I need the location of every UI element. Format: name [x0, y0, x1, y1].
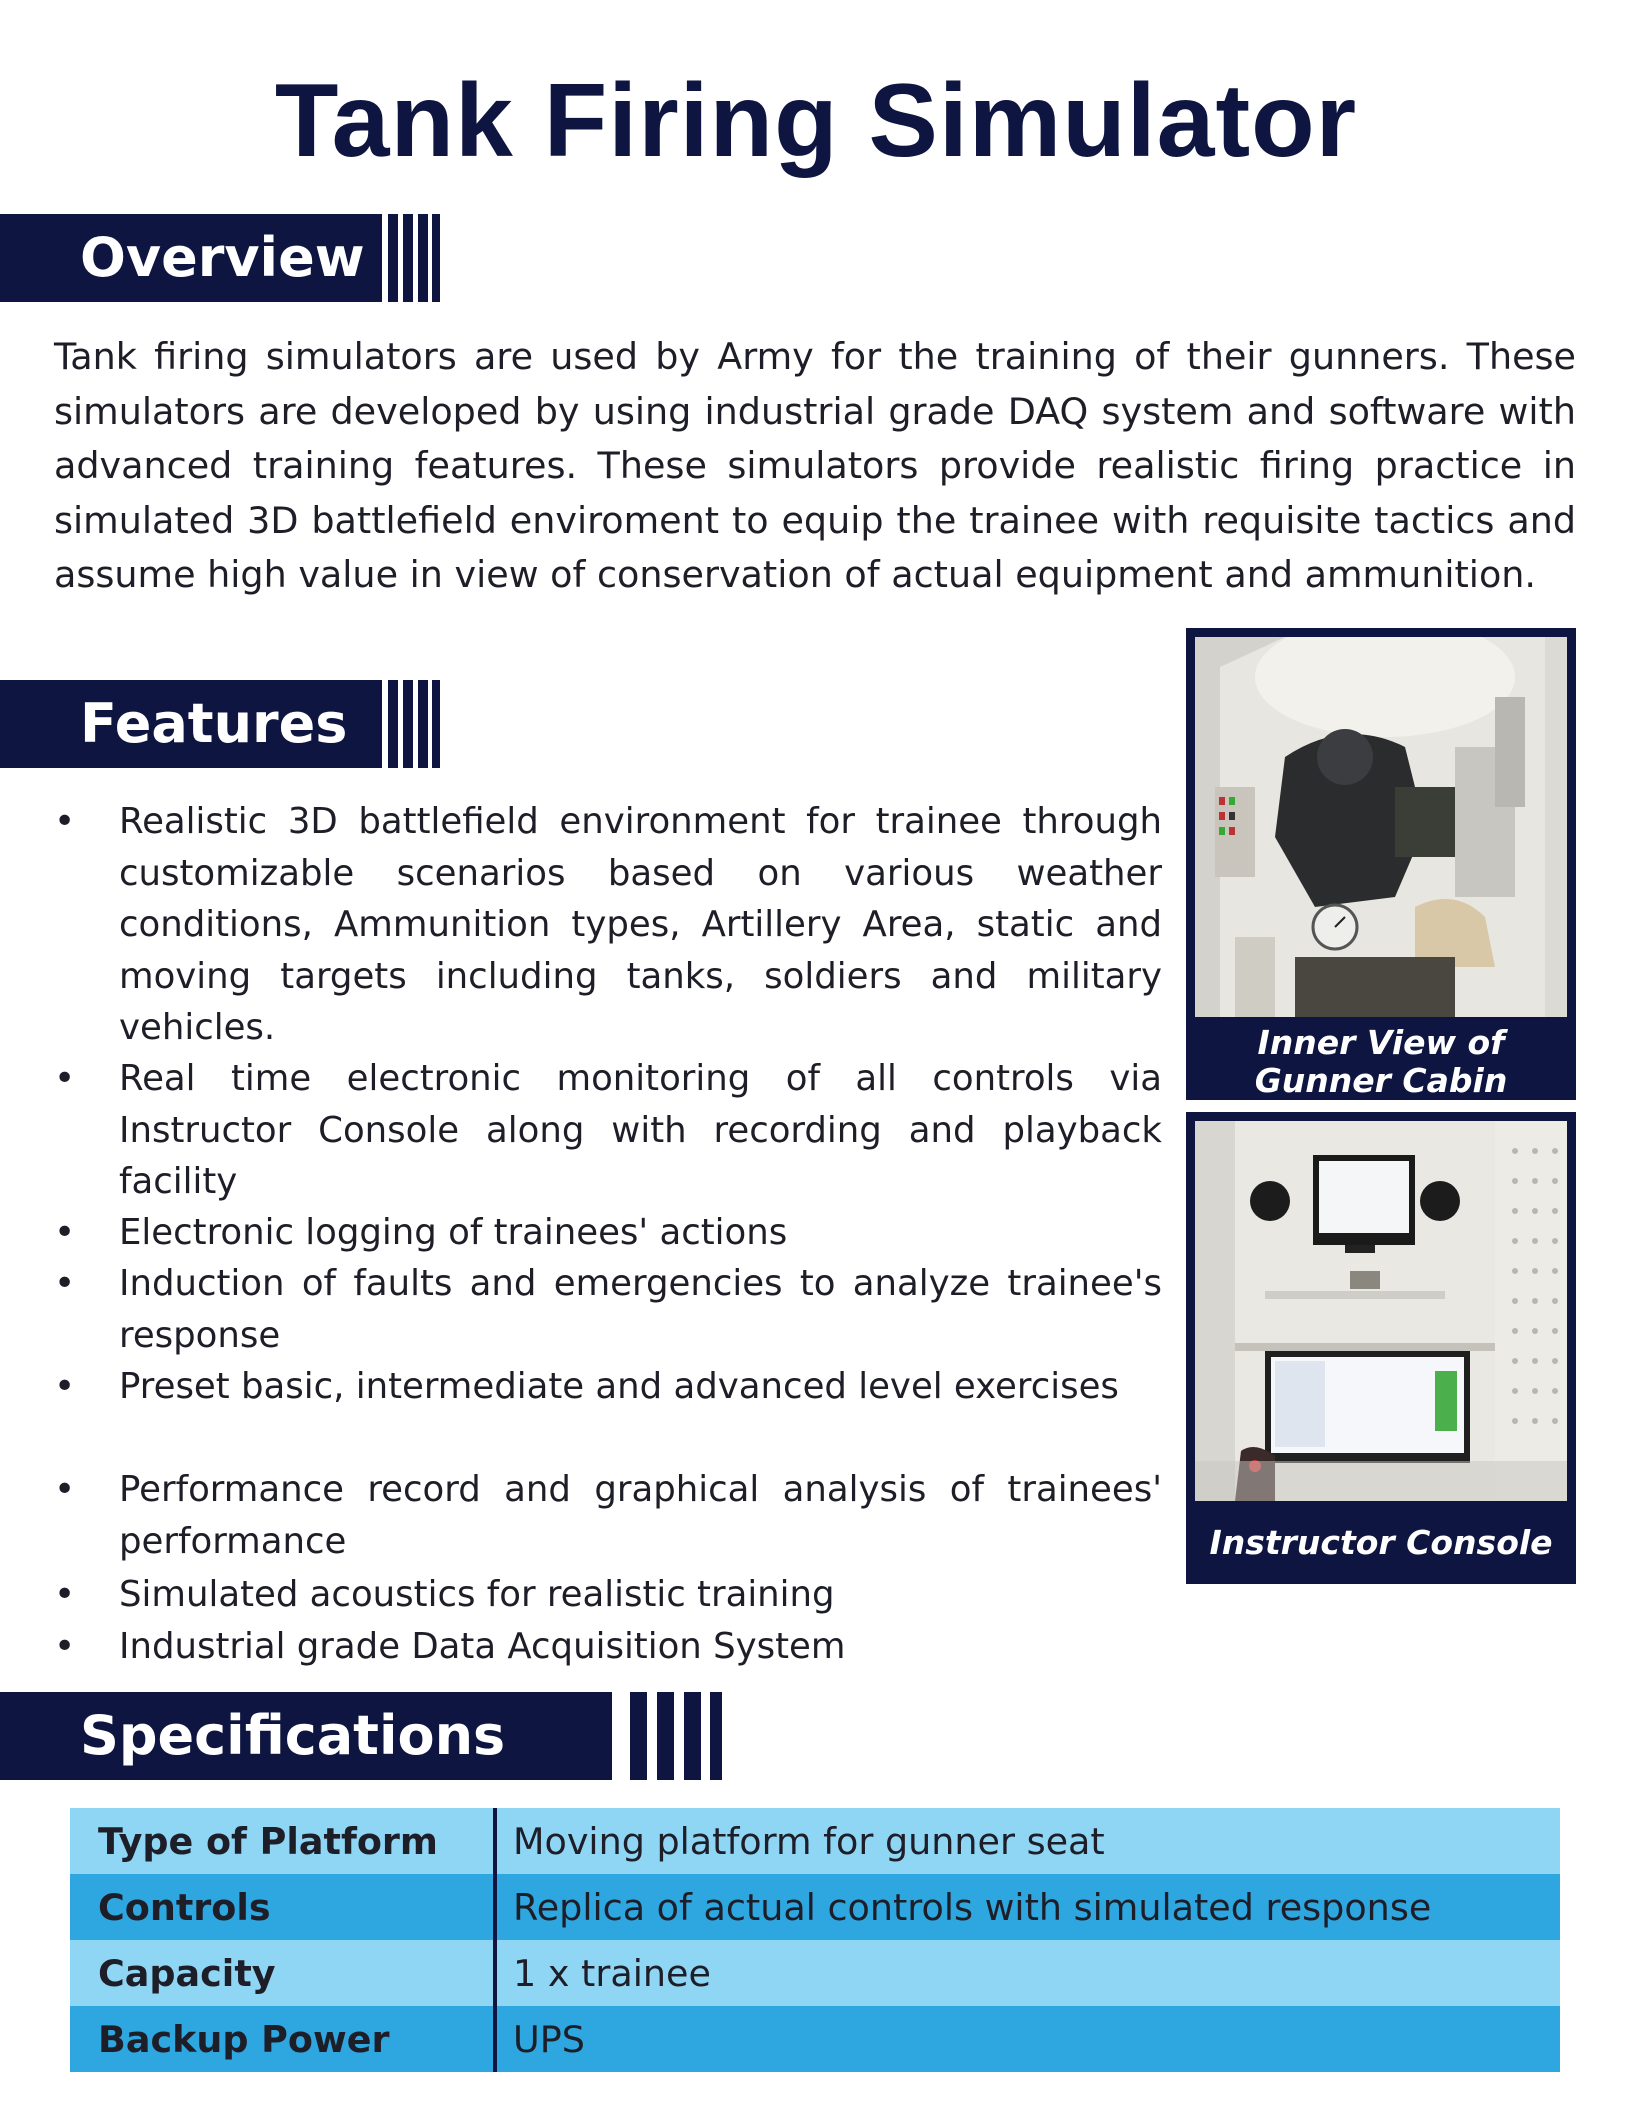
page-title: Tank Firing Simulator — [274, 63, 1358, 179]
overview-heading: Overview — [80, 226, 365, 289]
bullet-icon: • — [54, 801, 76, 842]
spec-key: Backup Power — [70, 2006, 495, 2072]
spec-value: Replica of actual controls with simulated response — [495, 1874, 1560, 1940]
feature-text: Performance record and graphical analysis of trainees' performance — [119, 1469, 1162, 1562]
instructor-console-figure — [1186, 1112, 1576, 1584]
table-row — [70, 1874, 1560, 1940]
features-heading: Features — [80, 692, 348, 755]
bullet-icon: • — [54, 1058, 76, 1099]
instructor-console-caption: Instructor Console — [1209, 1523, 1553, 1562]
feature-text: Induction of faults and emergencies to analyze trainee's response — [119, 1263, 1162, 1356]
overview-header — [0, 214, 440, 302]
feature-text: Industrial grade Data Acquisition System — [119, 1626, 846, 1667]
bullet-icon: • — [54, 1574, 76, 1615]
table-row — [70, 1940, 1560, 2006]
feature-text: Electronic logging of trainees' actions — [119, 1212, 788, 1253]
overview-paragraph: Tank firing simulators are used by Army for the training of their gunners. These simulators are developed by using industrial grade DAQ system and software with advanced training features. These simulators provide realistic firing practice in simulated 3D battlefield enviroment to equip the trainee with requisite tactics and assume high value in view of conservation of actual equipment and ammunition. — [54, 335, 1576, 596]
specifications-heading: Specifications — [80, 1704, 506, 1767]
gunner-cabin-caption-line1: Inner View of — [1257, 1023, 1505, 1062]
bullet-icon: • — [54, 1263, 76, 1304]
spec-key: Capacity — [70, 1940, 495, 2006]
gunner-cabin-photo — [1195, 637, 1567, 1017]
feature-text: Realistic 3D battlefield environment for trainee through customizable scenarios based on various weather conditions, Ammunition types, Artillery Area, static and moving targets including tanks, soldiers and military vehicles. — [119, 801, 1162, 1048]
list-item — [54, 1621, 1162, 1673]
gunner-cabin-caption-line2: Gunner Cabin — [1254, 1061, 1508, 1100]
list-item — [54, 1361, 1162, 1464]
features-header — [0, 680, 440, 768]
list-item — [54, 1258, 1162, 1361]
instructor-console-photo — [1195, 1121, 1567, 1501]
list-item — [54, 1053, 1162, 1207]
feature-text: Real time electronic monitoring of all controls via Instructor Console along with recording and playback facility — [119, 1058, 1162, 1202]
gunner-cabin-figure — [1186, 628, 1576, 1100]
bullet-icon: • — [54, 1366, 76, 1407]
list-item — [54, 1569, 1162, 1621]
bullet-icon: • — [54, 1212, 76, 1253]
specifications-table — [70, 1808, 1560, 2072]
spec-value: UPS — [495, 2006, 1560, 2072]
feature-text: Simulated acoustics for realistic training — [119, 1574, 835, 1615]
bullet-icon: • — [54, 1626, 76, 1667]
list-item — [54, 1464, 1162, 1569]
features-list — [54, 796, 1162, 1673]
feature-text: Preset basic, intermediate and advanced level exercises — [119, 1366, 1119, 1407]
table-row — [70, 2006, 1560, 2072]
list-item — [54, 796, 1162, 1053]
spec-key: Type of Platform — [70, 1808, 495, 1874]
table-row — [70, 1808, 1560, 1874]
spec-value: 1 x trainee — [495, 1940, 1560, 2006]
specifications-header — [0, 1692, 722, 1780]
spec-key: Controls — [70, 1874, 495, 1940]
list-item — [54, 1207, 1162, 1258]
spec-value: Moving platform for gunner seat — [495, 1808, 1560, 1874]
bullet-icon: • — [54, 1469, 76, 1510]
